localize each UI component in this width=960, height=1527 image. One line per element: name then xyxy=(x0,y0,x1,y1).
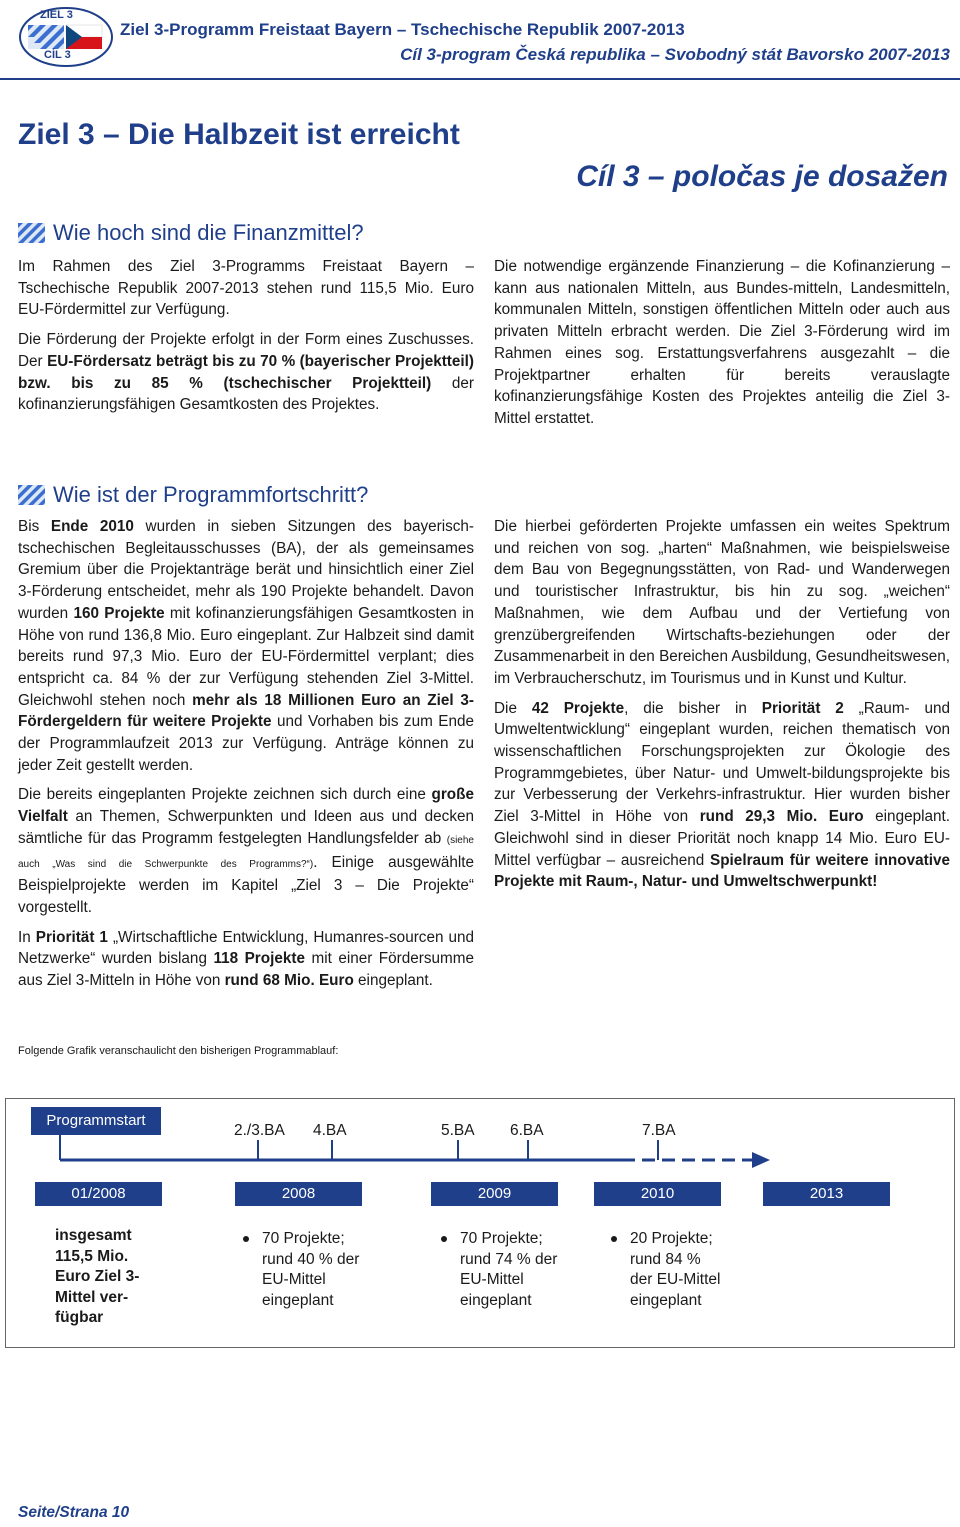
total-funds-note: insgesamt 115,5 Mio. Euro Ziel 3- Mittel ver- fügbar xyxy=(55,1227,140,1326)
header-line-de: Ziel 3-Programm Freistaat Bayern – Tschechische Republik 2007-2013 xyxy=(120,20,685,39)
progress-heading-label: Wie ist der Programmfortschritt? xyxy=(53,482,369,507)
finance-paragraph-1: Im Rahmen des Ziel 3-Programms Freistaat Bayern – Tschechische Republik 2007-2013 stehen rund 115,5 Mio. Euro EU-Fördermittel zur Verfügung. xyxy=(18,258,474,319)
milestone-bullet: 70 Projekte; rund 74 % der EU-Mittel eingeplant xyxy=(460,1229,557,1311)
programmstart-label: Programmstart xyxy=(31,1107,161,1135)
year-box: 2010 xyxy=(594,1182,721,1206)
header-line-cz: Cíl 3-program Česká republika – Svobodný stát Bavorsko 2007-2013 xyxy=(400,45,950,64)
finance-heading-label: Wie hoch sind die Finanzmittel? xyxy=(53,220,364,245)
timeline-caption: Folgende Grafik veranschaulicht den bisherigen Programmablauf: xyxy=(18,1045,339,1057)
bullet-icon xyxy=(243,1236,249,1242)
progress-paragraph-1: Bis Ende 2010 wurden in sieben Sitzungen des bayerisch-tschechischen Begleitausschusses (BA), der als gemeinsames Gremium über die Projektanträge berät und hinsichtlich einer Ziel 3-Förderung entscheidet, mehr als 190 Projekte behandelt. Davon wurden 160 Projekte mit kofinanzierungsfähigen Gesamtkosten in Höhe von rund 136,8 Mio. Euro eingeplant. Zur Halbzeit sind damit bereits rund 97,3 Mio. Euro der EU-Fördermittel verplant; dies entspricht ca. 84 % der zur Verfügung stehenden Ziel 3-Mittel. Gleichwohl stehen noch mehr als 18 Millionen Euro an Ziel 3-Fördergeldern für weitere Projekte und Vorhaben bis zum Ende der Programmlaufzeit 2013 zur Verfügung. Anträge können zu jeder Zeit gestellt werden. xyxy=(18,518,475,774)
finance-paragraph-3: Die notwendige ergänzende Finanzierung – die Kofinanzierung – kann aus nationalen Mitteln, aus Bundes-mitteln, Landesmitteln, kommunalen Mitteln, sonstigen öffentlichen Mitteln oder auch aus privaten Mitteln erbracht werden. Die Ziel 3-Förderung wird im Rahmen eines sog. Erstattungsverfahrens ausgezahlt – die Projektpartner erhalten für bereits verauslagte kofinanzierungsfähige Kosten des Projektes anteilig die Ziel 3-Mittel erstattet. xyxy=(494,258,950,427)
bullet-icon xyxy=(611,1236,617,1242)
milestone-bullet: 20 Projekte; rund 84 % der EU-Mittel eingeplant xyxy=(630,1229,720,1311)
logo-top-text: ZIEL 3 xyxy=(40,9,73,21)
year-box: 01/2008 xyxy=(35,1182,162,1206)
ba-label: 4.BA xyxy=(313,1122,347,1139)
ba-label: 5.BA xyxy=(441,1122,475,1139)
progress-paragraph-2: Die bereits eingeplanten Projekte zeichnen sich durch eine große Vielfalt an Themen, Schwerpunkten und Ideen aus und decken sämtliche für das Programm festgelegten Handlungsfelder ab (siehe auch „Was sind die Schwerpunkte des Programms?“). Einige ausgewählte Beispielprojekte werden im Kapitel „Ziel 3 – Die Projekte“ vorgestellt. xyxy=(18,786,474,916)
year-box: 2008 xyxy=(235,1182,362,1206)
progress-paragraph-4: Die hierbei geförderten Projekte umfassen ein weites Spektrum und reichen von sog. „harten“ Maßnahmen, wie beispielsweise dem Bau von Begegnungsstätten, von Rad- und Wanderwegen und touristischer Infrastruktur, bis hin zu sog. „weichen“ Maßnahmen, wie dem Aufbau und der Vertiefung von grenzübergreifenden Wirtschafts-beziehungen oder der Zusammenarbeit in den Bereichen Ausbildung, Gesundheitswesen, im Verbraucherschutz, im Tourismus und in Kunst und Kultur. xyxy=(494,518,950,687)
ba-label: 6.BA xyxy=(510,1122,544,1139)
finance-paragraph-2: Die Förderung der Projekte erfolgt in der Form eines Zuschusses. Der EU-Fördersatz beträgt bis zu 70 % (bayerischer Projektteil) bzw. bis zu 85 % (tschechischer Projektteil) der kofinanzierungsfähigen Gesamtkosten des Projektes. xyxy=(18,331,475,414)
year-box: 2013 xyxy=(763,1182,890,1206)
ba-label: 2./3.BA xyxy=(234,1122,285,1139)
milestone-bullet: 70 Projekte; rund 40 % der EU-Mittel eingeplant xyxy=(262,1229,359,1311)
page-title-cz: Cíl 3 – poločas je dosažen xyxy=(576,160,948,193)
progress-paragraph-5: Die 42 Projekte, die bisher in Priorität 2 „Raum- und Umweltentwicklung“ eingeplant wurden, reichen thematisch von wissenschaftlichen Forschungsprojekten zur Ökologie des Programmgebietes, über Natur- und Umwelt-bildungsprojekte bis zur Verbesserung der Verkehrs-infrastruktur. Hier wurden bisher Ziel 3-Mittel in Höhe von rund 29,3 Mio. Euro eingeplant. Gleichwohl sind in dieser Priorität noch knapp 14 Mio. Euro EU-Mittel verfügbar – ausreichend Spielraum für weitere innovative Projekte mit Raum-, Natur- und Umweltschwerpunkt! xyxy=(494,699,951,891)
logo-bottom-text: CÍL 3 xyxy=(44,49,71,61)
page-footer: Seite/Strana 10 xyxy=(18,1504,130,1521)
year-box: 2009 xyxy=(431,1182,558,1206)
ba-label: 7.BA xyxy=(642,1122,676,1139)
progress-paragraph-3: In Priorität 1 „Wirtschaftliche Entwicklung, Humanres-sourcen und Netzwerke“ wurden bislang 118 Projekte mit einer Fördersumme aus Ziel 3-Mitteln in Höhe von rund 68 Mio. Euro eingeplant. xyxy=(18,928,475,990)
bullet-icon xyxy=(441,1236,447,1242)
page-title-de: Ziel 3 – Die Halbzeit ist erreicht xyxy=(18,118,460,151)
